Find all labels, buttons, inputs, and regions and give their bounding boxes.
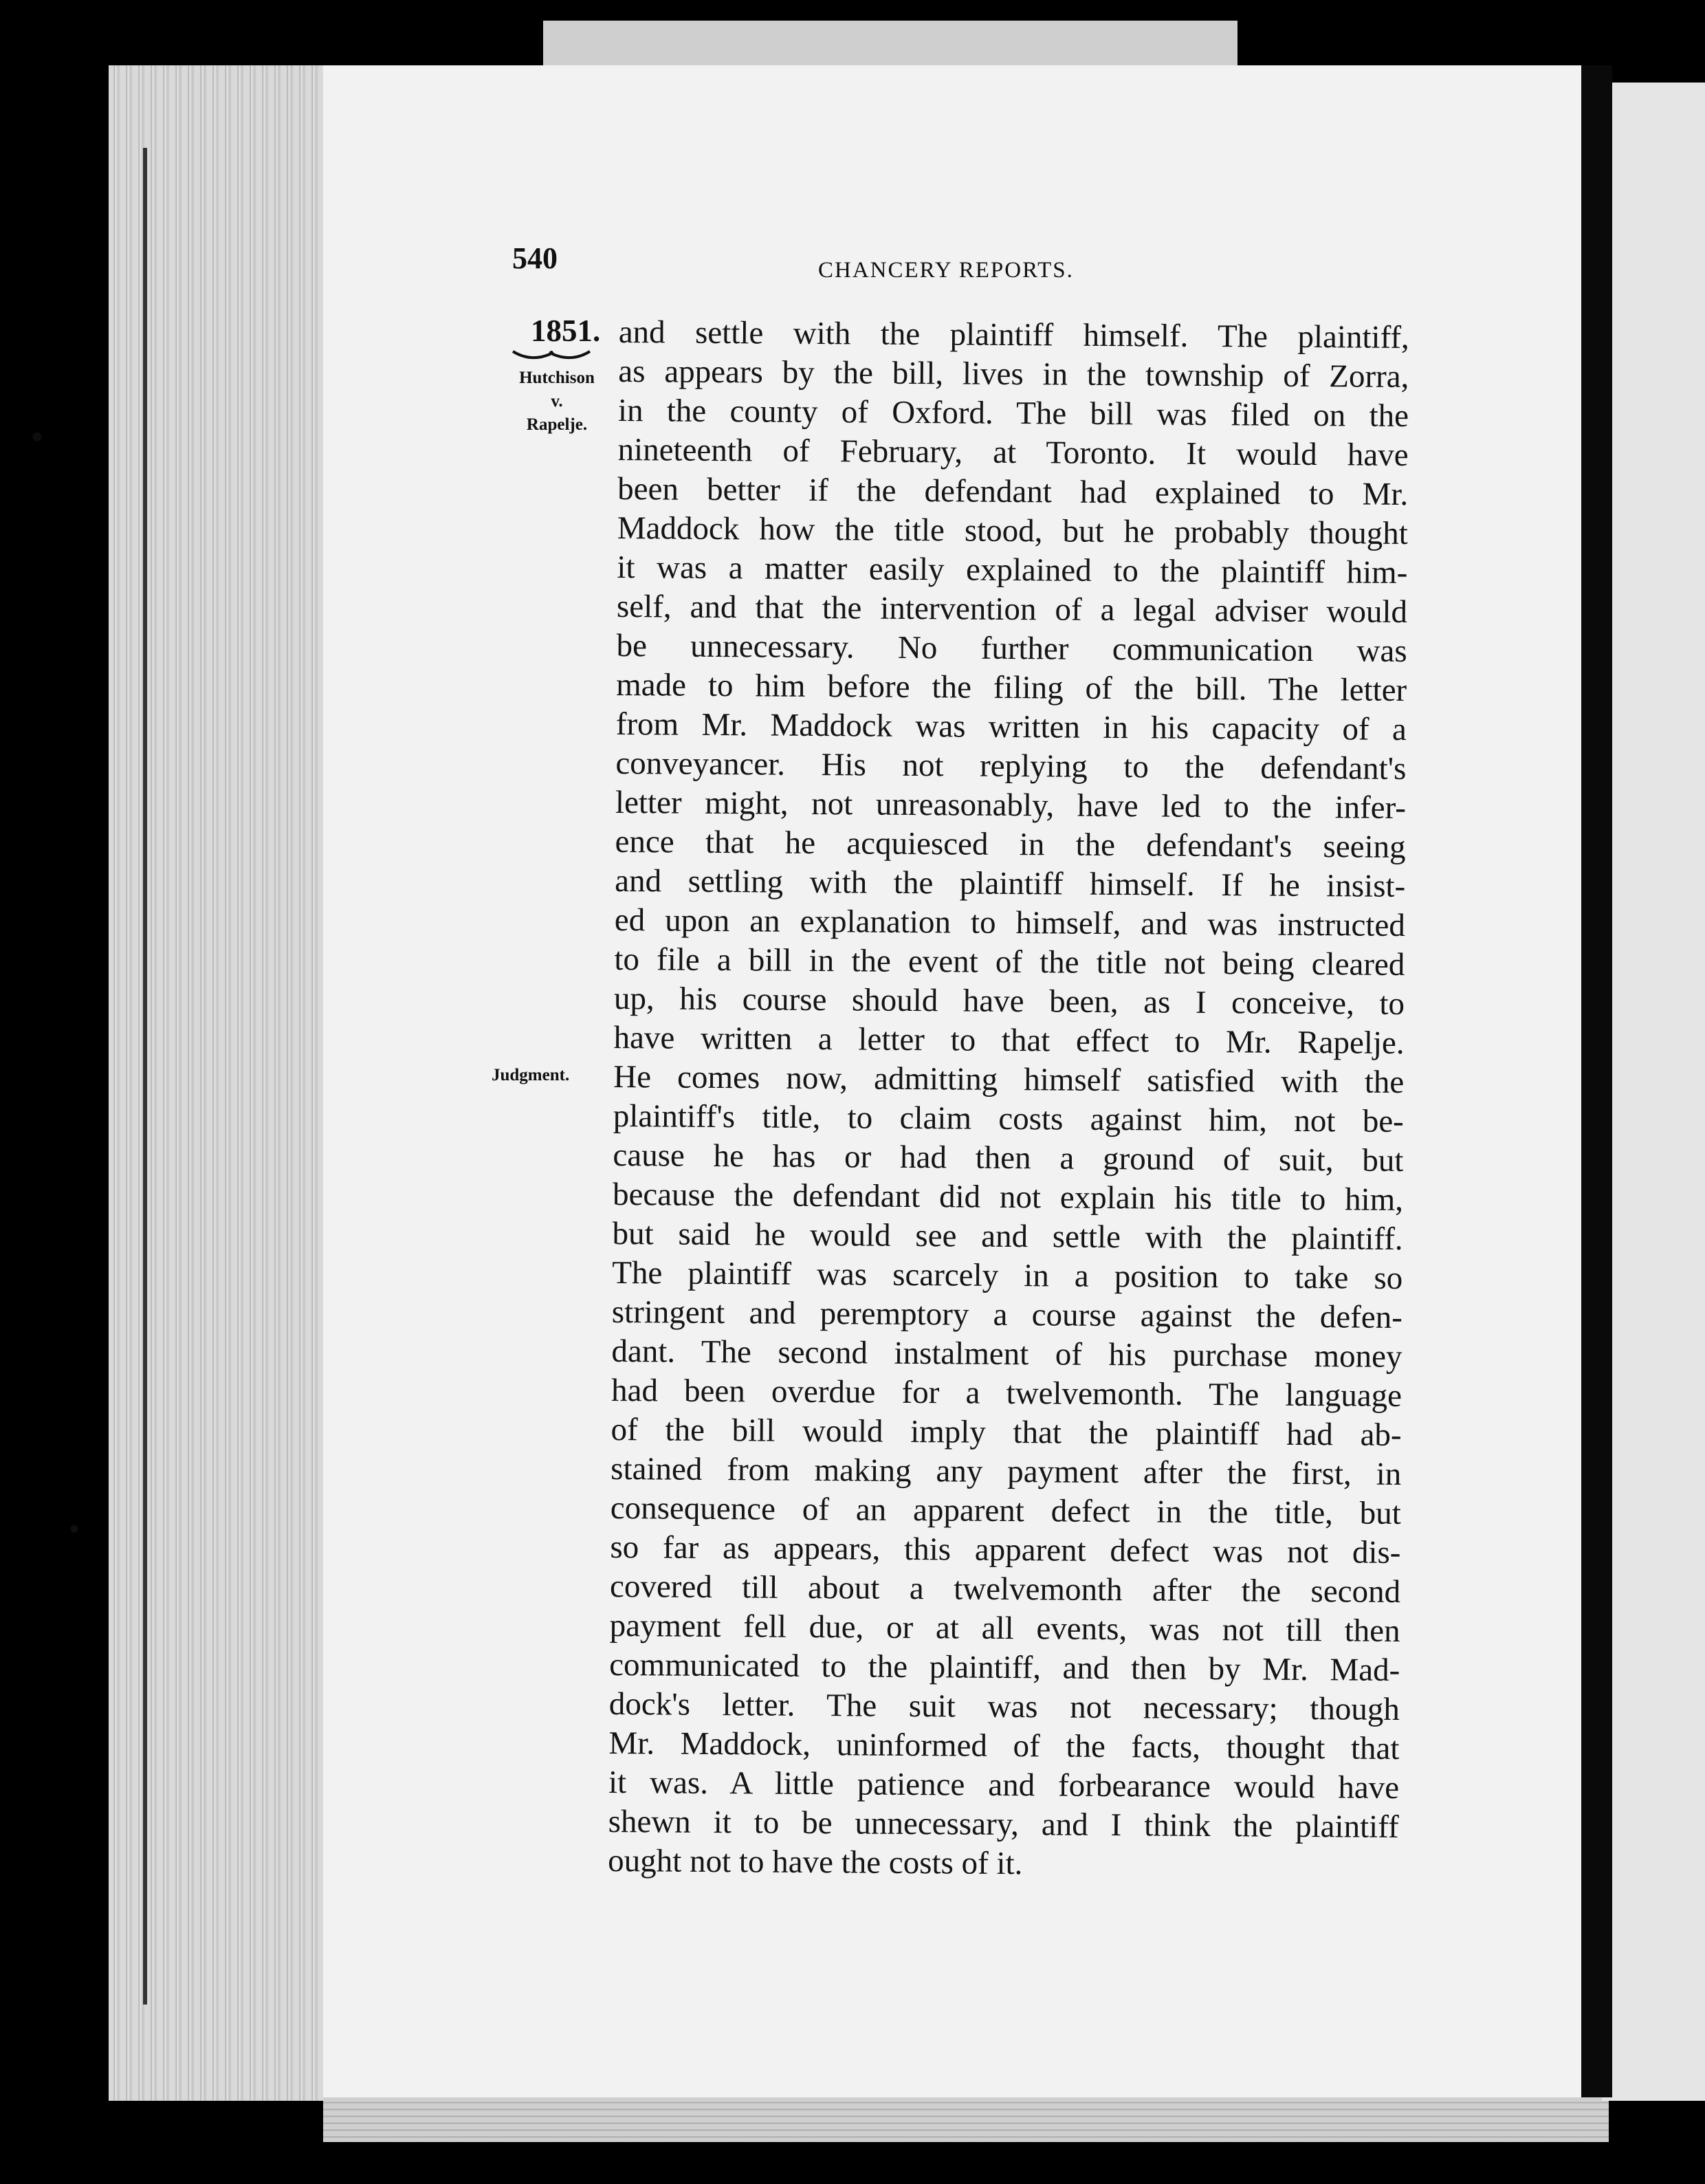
text-line: ed upon an explanation to himself, and was instructed [614, 902, 1405, 944]
text-line: as appears by the bill, lives in the township of Zorra, [618, 353, 1409, 395]
case-plaintiff: Hutchison [519, 369, 595, 387]
text-line: it was a matter easily explained to the plaintiff him- [617, 549, 1408, 591]
text-line: letter might, not unreasonably, have led to the infer- [615, 784, 1407, 827]
text-line: consequence of an apparent defect in the title, but [610, 1489, 1402, 1531]
judgment-text [607, 313, 1409, 1989]
running-head: CHANCERY REPORTS. [818, 258, 1074, 283]
text-line: The plaintiff was scarcely in a position to take so [612, 1254, 1403, 1296]
text-line: dock's letter. The suit was not necessary; though [608, 1685, 1400, 1727]
text-line: ence that he acquiesced in the defendant's seeing [615, 823, 1406, 866]
scan-background [0, 0, 124, 2184]
case-defendant: Rapelje. [526, 415, 588, 434]
text-line: be unnecessary. No further communication was [616, 627, 1407, 670]
text-line: dant. The second instalment of his purchase money [611, 1333, 1402, 1375]
text-line: because the defendant did not explain his title to him, [612, 1176, 1404, 1218]
facing-page [1602, 83, 1705, 2101]
margin-side-note: Judgment. [492, 1066, 570, 1084]
text-line: conveyancer. His not replying to the defendant's [615, 745, 1407, 787]
text-line: He comes now, admitting himself satisfied with the [613, 1058, 1405, 1101]
text-line: in the county of Oxford. The bill was filed on the [617, 392, 1409, 435]
text-line: of the bill would imply that the plaintiff had ab- [610, 1411, 1402, 1453]
text-line: self, and that the intervention of a legal adviser would [616, 588, 1408, 631]
margin-case-name [505, 367, 608, 437]
case-versus: v. [551, 392, 563, 411]
text-line: stringent and peremptory a course against the defen- [611, 1293, 1403, 1335]
page-number: 540 [512, 241, 558, 275]
text-line: up, his course should have been, as I conceive, to [613, 980, 1405, 1023]
text-line: shewn it to be unnecessary, and I think the plaintiff [608, 1803, 1399, 1845]
brace-icon [510, 347, 593, 367]
text-line: ought not to have the costs of it. [608, 1842, 1023, 1882]
text-line: plaintiff's title, to claim costs against him, not be- [613, 1098, 1404, 1139]
text-line: so far as appears, this apparent defect was not dis- [610, 1529, 1401, 1571]
text-line: but said he would see and settle with the plaintiff. [612, 1215, 1403, 1257]
page-edges [109, 65, 329, 2101]
text-line: communicated to the plaintiff, and then by Mr. Mad- [609, 1646, 1400, 1688]
text-line: to file a bill in the event of the title not being cleared [614, 941, 1405, 983]
text-line: have written a letter to that effect to Mr. Rapelje. [613, 1019, 1405, 1062]
margin-year: 1851. [531, 314, 601, 348]
text-line: and settling with the plaintiff himself. If he insist- [615, 862, 1406, 905]
text-line: Mr. Maddock, uninformed of the facts, thought that [608, 1725, 1400, 1767]
book-bottom-edge [323, 2097, 1609, 2142]
text-line: been better if the defendant had explained to Mr. [617, 470, 1409, 513]
text-line: from Mr. Maddock was written in his capacity of a [615, 706, 1407, 748]
text-line: had been overdue for a twelvemonth. The language [610, 1372, 1402, 1414]
text-line: covered till about a twelvemonth after the second [609, 1568, 1401, 1610]
text-line: cause he has or had then a ground of suit, but [613, 1137, 1404, 1179]
text-line: and settle with the plaintiff himself. The plaintiff, [618, 314, 1409, 356]
text-line: payment fell due, or at all events, was not till then [609, 1607, 1400, 1649]
text-line: stained from making any payment after the first, in [610, 1450, 1402, 1492]
text-line: it was. A little patience and forbearance would have [608, 1764, 1400, 1806]
text-line: Maddock how the title stood, but he probably thought [617, 510, 1408, 552]
text-line: made to him before the filing of the bill. The letter [616, 666, 1407, 709]
book-gutter [1581, 65, 1612, 2097]
text-line: nineteenth of February, at Toronto. It would have [617, 431, 1409, 474]
